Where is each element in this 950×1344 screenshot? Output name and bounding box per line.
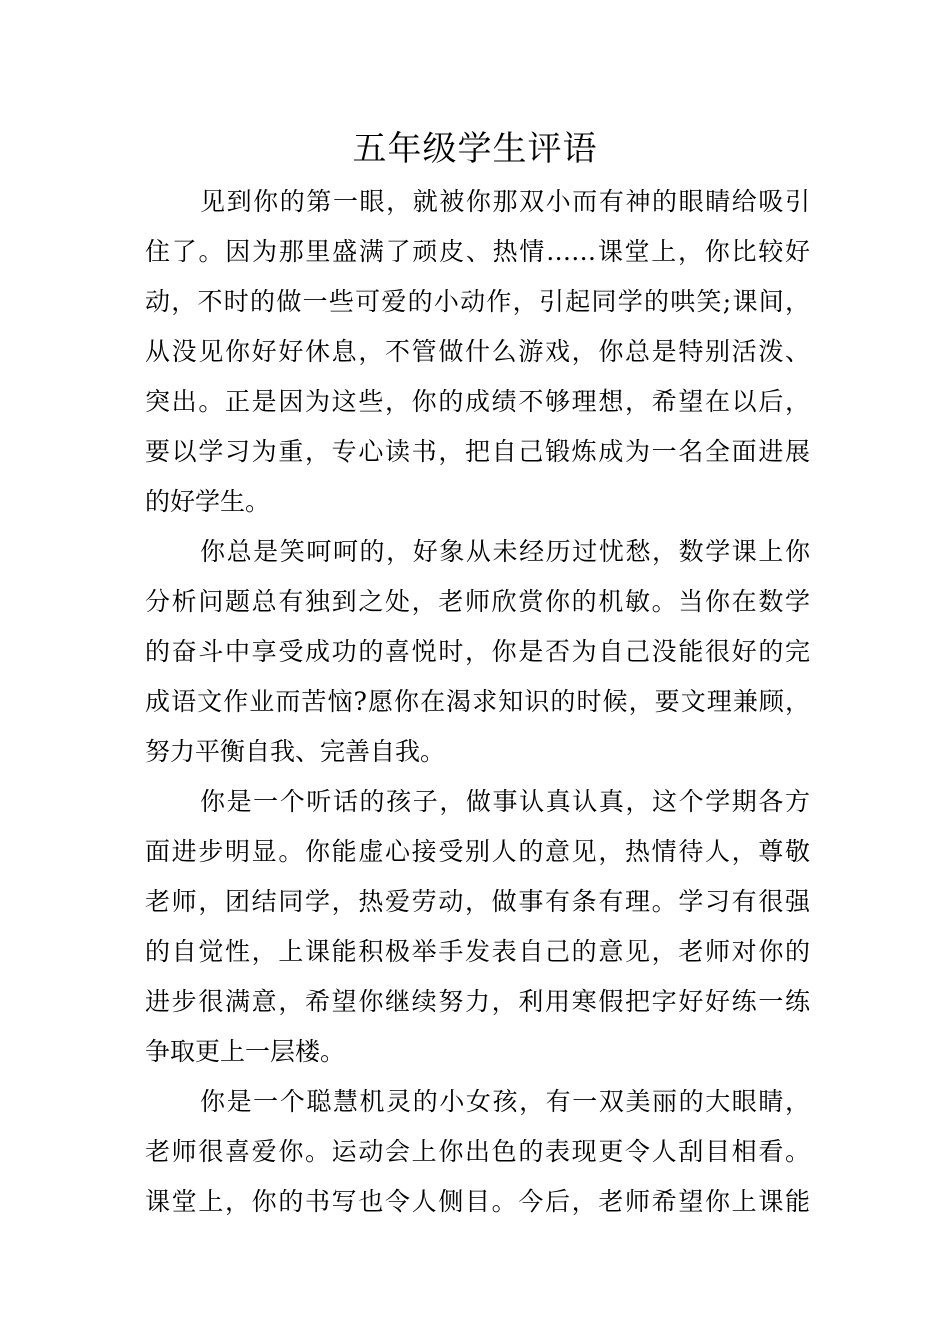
paragraph-2 [145,527,810,777]
paragraph-line: 从没见你好好休息，不管做什么游戏，你总是特别活泼、 [145,337,810,366]
paragraph-line: 住了。因为那里盛满了顽皮、热情……课堂上，你比较好 [145,237,810,266]
paragraph-line: 进步很满意，希望你继续努力，利用寒假把字好好练一练 [145,987,810,1016]
paragraph-line: 老师，团结同学，热爱劳动，做事有条有理。学习有很强 [145,887,810,916]
paragraph-line: 的奋斗中享受成功的喜悦时，你是否为自己没能很好的完 [145,637,810,666]
paragraph-line: 你总是笑呵呵的，好象从未经历过忧愁，数学课上你 [200,537,810,566]
paragraph-line: 争取更上一层楼。 [145,1037,346,1066]
paragraph-line: 课堂上，你的书写也令人侧目。今后，老师希望你上课能 [145,1187,810,1216]
paragraph-line: 动，不时的做一些可爱的小动作，引起同学的哄笑;课间， [145,287,810,316]
paragraph-line: 你是一个聪慧机灵的小女孩，有一双美丽的大眼睛， [200,1087,810,1116]
paragraph-line: 要以学习为重，专心读书，把自己锻炼成为一名全面进展 [145,437,810,466]
paragraph-line: 成语文作业而苦恼?愿你在渴求知识的时候，要文理兼顾， [145,687,810,716]
paragraph-line: 分析问题总有独到之处，老师欣赏你的机敏。当你在数学 [145,587,810,616]
paragraph-line: 面进步明显。你能虚心接受别人的意见，热情待人，尊敬 [145,837,810,866]
paragraph-line: 见到你的第一眼，就被你那双小而有神的眼睛给吸引 [200,187,810,216]
paragraph-line: 的好学生。 [145,487,271,516]
paragraph-1 [145,177,810,527]
paragraph-line: 你是一个听话的孩子，做事认真认真，这个学期各方 [200,787,810,816]
paragraph-line: 突出。正是因为这些，你的成绩不够理想，希望在以后， [145,387,810,416]
document-body [145,177,810,1227]
document-title: 五年级学生评语 [352,129,598,169]
paragraph-line: 老师很喜爱你。运动会上你出色的表现更令人刮目相看。 [145,1137,810,1166]
paragraph-line: 的自觉性，上课能积极举手发表自己的意见，老师对你的 [145,937,810,966]
paragraph-4 [145,1077,810,1227]
paragraph-3 [145,777,810,1077]
paragraph-line: 努力平衡自我、完善自我。 [145,737,446,766]
